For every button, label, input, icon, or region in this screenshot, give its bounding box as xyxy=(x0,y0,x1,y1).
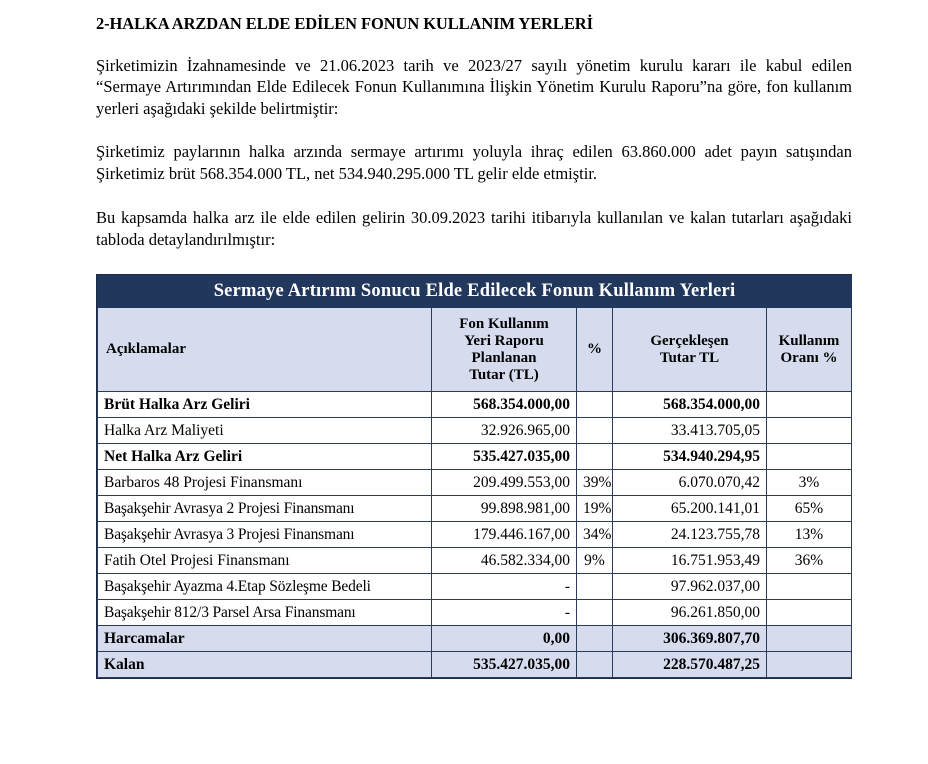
table-banner-row xyxy=(98,276,852,308)
cell-realized-amount: 33.413.705,05 xyxy=(613,418,767,444)
cell-realized-amount: 24.123.755,78 xyxy=(613,522,767,548)
cell-percent xyxy=(577,652,613,678)
cell-description: Net Halka Arz Geliri xyxy=(98,444,432,470)
cell-usage-ratio: 3% xyxy=(767,470,852,496)
fund-usage-table xyxy=(97,275,852,678)
cell-realized-amount: 568.354.000,00 xyxy=(613,392,767,418)
cell-description: Harcamalar xyxy=(98,626,432,652)
fund-usage-table-wrapper xyxy=(96,274,852,679)
cell-planned-amount: 32.926.965,00 xyxy=(432,418,577,444)
cell-usage-ratio xyxy=(767,600,852,626)
document-page xyxy=(96,0,852,679)
table-row xyxy=(98,392,852,418)
table-row xyxy=(98,496,852,522)
cell-description: Barbaros 48 Projesi Finansmanı xyxy=(98,470,432,496)
cell-percent xyxy=(577,444,613,470)
cell-planned-amount: 209.499.553,00 xyxy=(432,470,577,496)
paragraph-table-lead-in: Bu kapsamda halka arz ile elde edilen gelirin 30.09.2023 tarihi itibarıyla kullanılan ve kalan tutarları aşağıdaki tabloda detaylandırılmıştır: xyxy=(96,208,852,249)
table-row xyxy=(98,548,852,574)
cell-percent xyxy=(577,418,613,444)
table-row xyxy=(98,600,852,626)
planned-header-line-4: Tutar (TL) xyxy=(469,366,539,383)
cell-planned-amount: 179.446.167,00 xyxy=(432,522,577,548)
cell-realized-amount: 228.570.487,25 xyxy=(613,652,767,678)
realized-header-line-1: Gerçekleşen xyxy=(650,332,729,349)
table-banner-title: Sermaye Artırımı Sonucu Elde Edilecek Fonun Kullanım Yerleri xyxy=(98,276,852,308)
cell-planned-amount: 0,00 xyxy=(432,626,577,652)
cell-planned-amount: 568.354.000,00 xyxy=(432,392,577,418)
cell-realized-amount: 96.261.850,00 xyxy=(613,600,767,626)
column-header-percent: % xyxy=(577,308,613,392)
cell-realized-amount: 16.751.953,49 xyxy=(613,548,767,574)
cell-usage-ratio xyxy=(767,444,852,470)
cell-description: Başakşehir Avrasya 3 Projesi Finansmanı xyxy=(98,522,432,548)
cell-description: Fatih Otel Projesi Finansmanı xyxy=(98,548,432,574)
cell-realized-amount: 97.962.037,00 xyxy=(613,574,767,600)
cell-planned-amount: - xyxy=(432,600,577,626)
paragraph-intro: Şirketimizin İzahnamesinde ve 21.06.2023 tarih ve 2023/27 sayılı yönetim kurulu kararı ile kabul edilen “Sermaye Artırımından Elde Edilecek Fonun Kullanımına İlişkin Yönetim Kurulu Raporu”na göre, fon kullanım yerleri aşağıdaki şekilde belirtmiştir: xyxy=(96,55,852,118)
cell-description: Halka Arz Maliyeti xyxy=(98,418,432,444)
cell-realized-amount: 65.200.141,01 xyxy=(613,496,767,522)
cell-percent xyxy=(577,600,613,626)
paragraph-offering-proceeds: Şirketimiz paylarının halka arzında sermaye artırımı yoluyla ihraç edilen 63.860.000 adet payın satışından Şirketimiz brüt 568.354.000 TL, net 534.940.295.000 TL gelir elde etmiştir. xyxy=(96,142,852,183)
table-row xyxy=(98,652,852,678)
cell-usage-ratio: 36% xyxy=(767,548,852,574)
planned-header-line-2: Yeri Raporu xyxy=(464,332,544,349)
cell-planned-amount: 99.898.981,00 xyxy=(432,496,577,522)
table-row xyxy=(98,470,852,496)
cell-description: Başakşehir 812/3 Parsel Arsa Finansmanı xyxy=(98,600,432,626)
cell-percent: 19% xyxy=(577,496,613,522)
table-row xyxy=(98,522,852,548)
table-row xyxy=(98,626,852,652)
cell-percent: 39% xyxy=(577,470,613,496)
cell-percent xyxy=(577,626,613,652)
cell-description: Başakşehir Ayazma 4.Etap Sözleşme Bedeli xyxy=(98,574,432,600)
cell-realized-amount: 6.070.070,42 xyxy=(613,470,767,496)
cell-usage-ratio xyxy=(767,574,852,600)
cell-planned-amount: 535.427.035,00 xyxy=(432,444,577,470)
table-row xyxy=(98,418,852,444)
column-header-realized-amount xyxy=(613,308,767,392)
page-title: 2-HALKA ARZDAN ELDE EDİLEN FONUN KULLANIM YERLERİ xyxy=(96,14,593,33)
cell-percent: 9% xyxy=(577,548,613,574)
cell-description: Kalan xyxy=(98,652,432,678)
cell-planned-amount: - xyxy=(432,574,577,600)
cell-description: Başakşehir Avrasya 2 Projesi Finansmanı xyxy=(98,496,432,522)
cell-usage-ratio xyxy=(767,392,852,418)
table-row xyxy=(98,444,852,470)
cell-usage-ratio xyxy=(767,418,852,444)
column-header-usage-ratio xyxy=(767,308,852,392)
cell-planned-amount: 46.582.334,00 xyxy=(432,548,577,574)
cell-usage-ratio: 65% xyxy=(767,496,852,522)
table-body xyxy=(98,392,852,678)
planned-header-line-3: Planlanan xyxy=(471,349,537,366)
cell-usage-ratio xyxy=(767,626,852,652)
usage-ratio-header-line-1: Kullanım xyxy=(778,332,840,349)
cell-percent: 34% xyxy=(577,522,613,548)
column-header-planned-amount xyxy=(432,308,577,392)
table-row xyxy=(98,574,852,600)
cell-realized-amount: 534.940.294,95 xyxy=(613,444,767,470)
cell-description: Brüt Halka Arz Geliri xyxy=(98,392,432,418)
cell-percent xyxy=(577,574,613,600)
column-header-aciklamalar: Açıklamalar xyxy=(98,308,432,392)
table-header-row xyxy=(98,308,852,392)
cell-usage-ratio: 13% xyxy=(767,522,852,548)
realized-header-line-2: Tutar TL xyxy=(659,349,720,366)
usage-ratio-header-line-2: Oranı % xyxy=(780,349,838,366)
planned-header-line-1: Fon Kullanım xyxy=(459,315,549,332)
cell-realized-amount: 306.369.807,70 xyxy=(613,626,767,652)
cell-planned-amount: 535.427.035,00 xyxy=(432,652,577,678)
cell-percent xyxy=(577,392,613,418)
cell-usage-ratio xyxy=(767,652,852,678)
